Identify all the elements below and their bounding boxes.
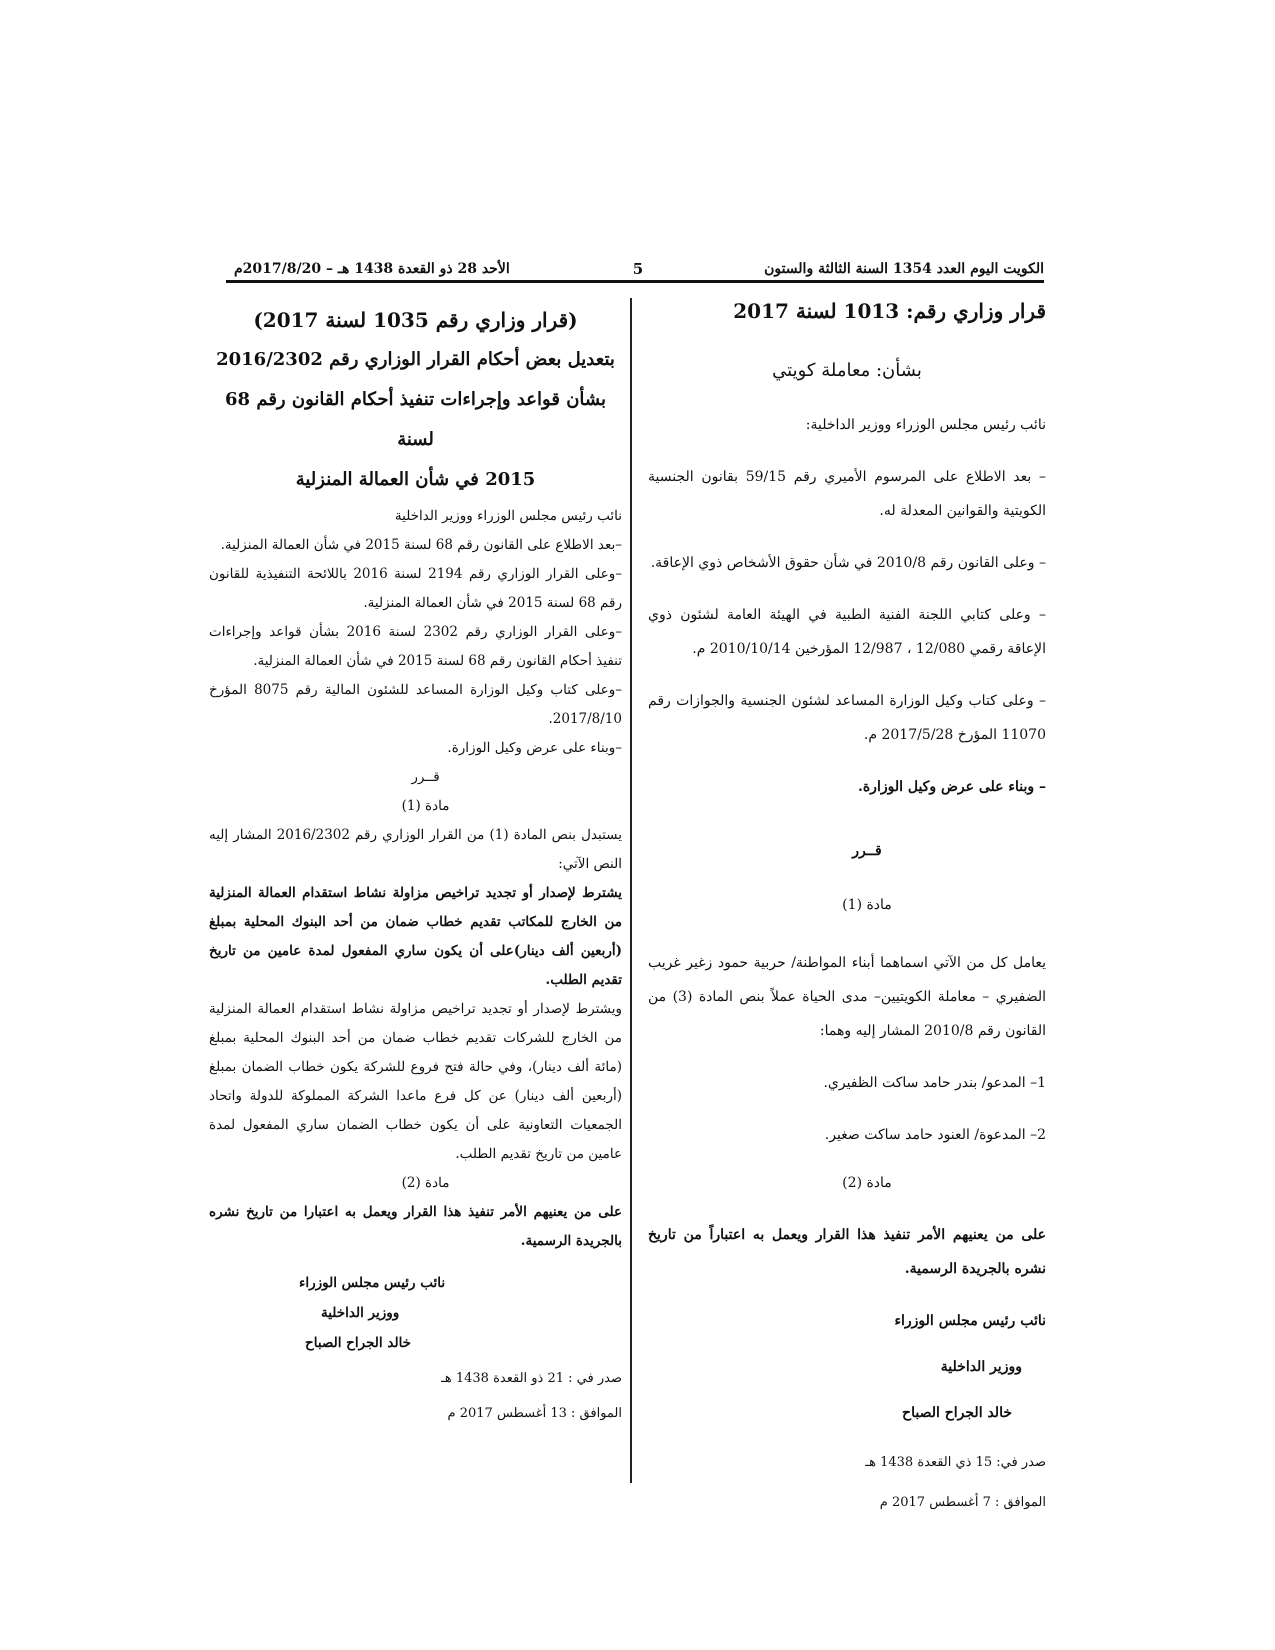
issue-date-hijri: صدر في : 21 ذو القعدة 1438 هـ xyxy=(441,1371,622,1386)
signature-name: خالد الجراح الصباح xyxy=(305,1335,412,1351)
article-heading: مادة (2) xyxy=(842,1175,892,1191)
recital: –وعلى كتاب وكيل الوزارة المساعد للشئون المالية رقم 8075 المؤرخ 2017/8/10. xyxy=(209,682,622,727)
article-heading: مادة (1) xyxy=(401,798,450,814)
issue-date-gregorian: الموافق : 7 أغسطس 2017 م xyxy=(879,1495,1046,1510)
signature-block xyxy=(209,1268,622,1358)
person-item: 1– المدعو/ بندر حامد ساكت الظفيري. xyxy=(823,1075,1046,1091)
decision-title: (قرار وزاري رقم 1035 لسنة 2017) xyxy=(253,308,578,332)
signature-name: خالد الجراح الصباح xyxy=(902,1405,1012,1421)
recital: –وعلى القرار الوزاري رقم 2302 لسنة 2016 بشأن قواعد وإجراءات تنفيذ أحكام القانون رقم 68 لسنة 2015 في شأن العمالة المنزلية. xyxy=(209,624,622,669)
recital: – وبناء على عرض وكيل الوزارة. xyxy=(857,779,1046,795)
article-heading: مادة (1) xyxy=(842,897,892,913)
recital: –وعلى القرار الوزاري رقم 2194 لسنة 2016 باللائحة التنفيذية للقانون رقم 68 لسنة 2015 في شأن العمالة المنزلية. xyxy=(209,566,622,611)
recital: –وبناء على عرض وكيل الوزارة. xyxy=(447,740,622,756)
signature-line: ووزير الداخلية xyxy=(321,1305,400,1321)
recital: – وعلى كتابي اللجنة الفنية الطبية في الهيئة العامة لشئون ذوي الإعاقة رقمي 12/080 ، 12/987 المؤرخين 2010/10/14 م. xyxy=(648,607,1046,657)
issue-date-gregorian: الموافق : 13 أغسطس 2017 م xyxy=(447,1406,622,1421)
article-heading: مادة (2) xyxy=(401,1175,450,1191)
article-text: يستبدل بنص المادة (1) من القرار الوزاري رقم 2016/2302 المشار إليه النص الآتي: xyxy=(209,827,622,872)
decision-1035 xyxy=(209,300,622,1428)
decision-subject: بشأن: معاملة كويتي xyxy=(772,360,922,381)
decision-1013 xyxy=(648,296,1046,1520)
page-number: 5 xyxy=(632,260,644,278)
decided-heading: قــرر xyxy=(852,843,882,859)
signature-line: ووزير الداخلية xyxy=(940,1359,1022,1375)
gazette-issue: الكويت اليوم العدد 1354 السنة الثالثة والستون xyxy=(764,261,1044,277)
issuer-line: نائب رئيس مجلس الوزراء ووزير الداخلية: xyxy=(805,417,1046,433)
article-text: ويشترط لإصدار أو تجديد تراخيص مزاولة نشاط استقدام العمالة المنزلية من الخارج للشركات تقديم خطاب ضمان من أحد البنوك المحلية بمبلغ (مائة ألف دينار)، وفي حالة فتح فروع للشركة يكون خطاب الضمان بمبلغ (أربعين ألف دينار) عن كل فرع ماعدا الشركة المملوكة للدولة واتحاد الجمعيات التعاونية على أن يكون خطاب الضمان ساري المفعول لمدة عامين من تاريخ تقديم الطلب. xyxy=(209,1001,622,1162)
recital: – وعلى القانون رقم 2010/8 في شأن حقوق الأشخاص ذوي الإعاقة. xyxy=(650,555,1046,571)
person-item: 2– المدعوة/ العنود حامد ساكت صغير. xyxy=(824,1127,1046,1143)
decision-subtitle: بشأن قواعد وإجراءات تنفيذ أحكام القانون رقم 68 لسنة xyxy=(225,389,606,450)
article-text: يشترط لإصدار أو تجديد تراخيص مزاولة نشاط استقدام العمالة المنزلية من الخارج للمكاتب تقديم خطاب ضمان من أحد البنوك المحلية بمبلغ (أربعين ألف دينار)على أن يكون ساري المفعول لمدة عامين من تاريخ تقديم الطلب. xyxy=(209,885,622,988)
issue-date: الأحد 28 ذو القعدة 1438 هـ – 2017/8/20م xyxy=(234,261,510,277)
article-text: على من يعنيهم الأمر تنفيذ هذا القرار ويعمل به اعتبارا من تاريخ نشره بالجريدة الرسمية. xyxy=(209,1204,622,1249)
decision-subtitle: بتعديل بعض أحكام القرار الوزاري رقم 2016/2302 xyxy=(216,349,615,370)
page-header xyxy=(226,258,1044,283)
signature-line: نائب رئيس مجلس الوزراء xyxy=(299,1275,446,1291)
issuer-line: نائب رئيس مجلس الوزراء ووزير الداخلية xyxy=(394,508,622,524)
column-divider xyxy=(630,298,632,1483)
article-text: على من يعنيهم الأمر تنفيذ هذا القرار ويعمل به اعتباراً من تاريخ نشره بالجريدة الرسمية. xyxy=(648,1227,1046,1277)
article-text: يعامل كل من الآتي اسماهما أبناء المواطنة/ حربية حمود زغير غريب الضفيري – معاملة الكويتيين– مدى الحياة عملاً بنص المادة (3) من القانون رقم 2010/8 المشار إليه وهما: xyxy=(648,955,1046,1039)
issue-date-hijri: صدر في: 15 ذي القعدة 1438 هـ xyxy=(865,1455,1046,1470)
recital: – بعد الاطلاع على المرسوم الأميري رقم 59/15 بقانون الجنسية الكويتية والقوانين المعدلة له. xyxy=(648,469,1046,519)
recital: –بعد الاطلاع على القانون رقم 68 لسنة 2015 في شأن العمالة المنزلية. xyxy=(220,537,622,553)
recital: – وعلى كتاب وكيل الوزارة المساعد لشئون الجنسية والجوازات رقم 11070 المؤرخ 2017/5/28 م. xyxy=(648,693,1046,743)
signature-line: نائب رئيس مجلس الوزراء xyxy=(894,1313,1046,1329)
decision-title: قرار وزاري رقم: 1013 لسنة 2017 xyxy=(733,299,1046,323)
decided-heading: قــرر xyxy=(411,769,440,785)
decision-subtitle: 2015 في شأن العمالة المنزلية xyxy=(295,469,536,490)
signature-block xyxy=(648,1306,1046,1428)
